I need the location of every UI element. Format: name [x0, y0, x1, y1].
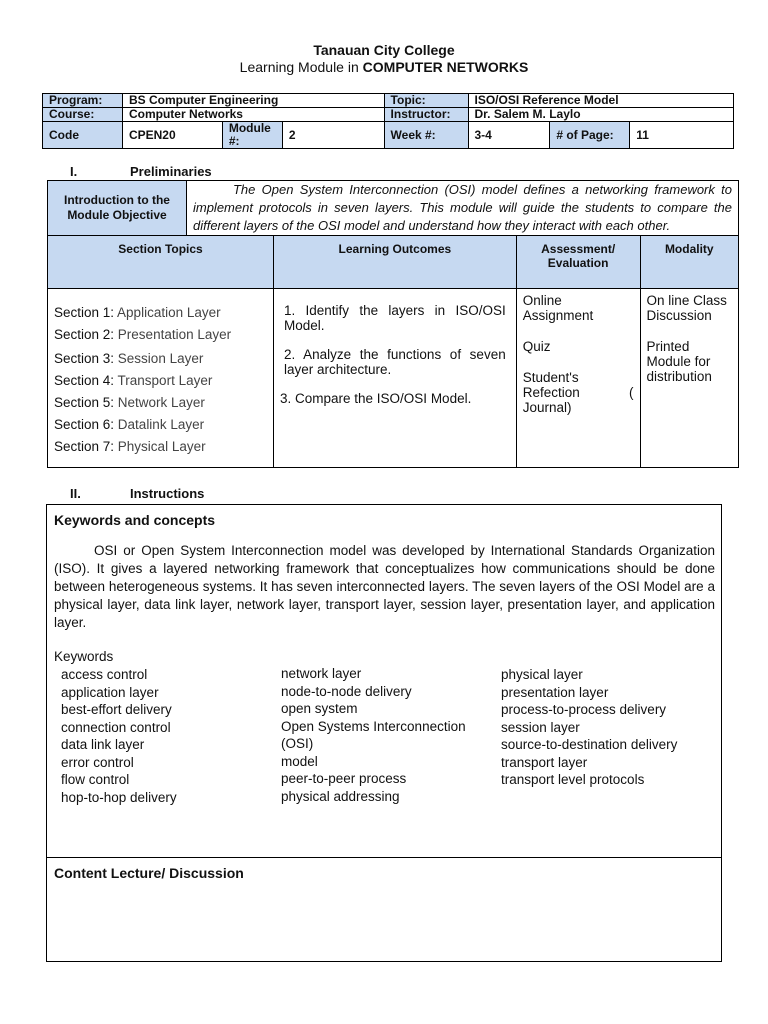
keywords-heading: Keywords and concepts	[54, 512, 216, 528]
keyword-item: node-to-node delivery	[281, 683, 412, 699]
topic-name: Application Layer	[117, 305, 221, 320]
keyword-item: connection control	[61, 719, 171, 735]
section-title: Instructions	[130, 486, 205, 501]
concepts-paragraph: OSI or Open System Interconnection model was developed by International Standards Organization (ISO). It gives a layered networking framework that conceptualizes how communications should be done between heterogeneous systems. It has seven interconnected layers. The seven layers of the OSI Model are a physical layer, data link layer, network layer, transport layer, session layer, presentation layer, and application layer.	[54, 543, 715, 630]
course-label: Course:	[43, 108, 123, 122]
outcome-item: 2. Analyze the functions of seven layer architecture.	[284, 347, 506, 377]
section-heading-instructions	[70, 486, 204, 501]
col-assessment: Assessment/ Evaluation	[516, 236, 640, 289]
topic-name: Transport Layer	[117, 373, 213, 388]
assessment-item: Online Assignment	[522, 293, 594, 323]
topic-item	[54, 303, 267, 322]
topic-name: Session Layer	[117, 351, 204, 366]
keyword-item: presentation layer	[501, 684, 609, 700]
topic-item	[54, 349, 267, 368]
outcome-item: 1. Identify the layers in ISO/OSI Model.	[284, 303, 506, 333]
topic-prefix: Section 2:	[54, 327, 118, 342]
topic-name: Presentation Layer	[117, 327, 232, 342]
instructor-label: Instructor:	[384, 108, 468, 122]
topic-name: Datalink Layer	[117, 417, 205, 432]
assessment-item: Quiz	[522, 339, 551, 354]
modality-item: Printed Module for distribution	[646, 339, 712, 384]
topic-name: Network Layer	[117, 395, 205, 410]
topic-item	[54, 437, 267, 456]
keyword-item: application layer	[61, 684, 159, 700]
topic-label: Topic:	[384, 94, 468, 108]
keyword-item: model	[281, 753, 318, 769]
instructions-box	[46, 504, 722, 962]
module-title	[0, 59, 768, 75]
course-info-table	[42, 93, 734, 149]
topic-item	[54, 325, 267, 344]
keywords-label: Keywords	[54, 649, 114, 664]
assessment-item: Student's Refection ( Journal)	[522, 370, 634, 415]
topic-prefix: Section 4:	[54, 373, 118, 388]
topic-item	[54, 415, 267, 434]
keyword-item: source-to-destination delivery	[501, 737, 678, 752]
college-title: Tanauan City College	[313, 42, 455, 58]
keywords-column-2	[281, 665, 466, 805]
topic-prefix: Section 1:	[54, 305, 118, 320]
keywords-column-3	[501, 666, 677, 789]
content-lecture-heading: Content Lecture/ Discussion	[54, 865, 244, 881]
keyword-item: peer-to-peer process	[281, 771, 407, 786]
keyword-item: physical addressing	[281, 788, 400, 804]
module-title-prefix: Learning Module in	[239, 59, 363, 75]
instructor-value: Dr. Salem M. Laylo	[468, 108, 734, 122]
section-title: Preliminaries	[130, 164, 212, 179]
keywords-column-1	[61, 666, 177, 806]
keyword-item: data link layer	[61, 737, 145, 752]
col-modality: Modality	[640, 236, 738, 289]
modality-cell	[640, 289, 738, 468]
topic-item	[54, 393, 267, 412]
topic-value: ISO/OSI Reference Model	[468, 94, 734, 108]
pages-label: # of Page:	[550, 122, 630, 149]
code-label: Code	[43, 122, 123, 149]
pages-value: 11	[630, 122, 734, 149]
col-section-topics: Section Topics	[48, 236, 274, 289]
week-value: 3-4	[468, 122, 550, 149]
topic-item	[54, 371, 267, 390]
topic-prefix: Section 6:	[54, 417, 118, 432]
module-subject: COMPUTER NETWORKS	[362, 59, 529, 75]
section-heading-preliminaries	[70, 164, 212, 179]
keyword-item: hop-to-hop delivery	[61, 789, 177, 805]
course-value: Computer Networks	[122, 108, 384, 122]
keyword-item: (OSI)	[281, 736, 314, 751]
topic-prefix: Section 5:	[54, 395, 118, 410]
keyword-item: Open Systems Interconnection	[281, 718, 466, 734]
keyword-item: open system	[281, 701, 358, 716]
keyword-item: best-effort delivery	[61, 702, 172, 717]
learning-outcomes-cell	[274, 289, 517, 468]
intro-objective-paragraph: The Open System Interconnection (OSI) model defines a networking framework to implement protocols in seven layers. This module will guide the students to compare the different layers of the OSI model and understand how they interact with each other.	[192, 182, 732, 233]
keyword-item: process-to-process delivery	[501, 702, 667, 717]
module-number-label: Module #:	[222, 122, 282, 149]
modality-item: On line Class Discussion	[646, 293, 727, 323]
topic-prefix: Section 3:	[54, 351, 118, 366]
keyword-item: error control	[61, 754, 134, 770]
preliminaries-table	[47, 180, 739, 468]
program-value: BS Computer Engineering	[122, 94, 384, 108]
code-value: CPEN20	[122, 122, 222, 149]
box-divider	[47, 857, 721, 858]
section-number: II.	[70, 486, 81, 501]
topic-prefix: Section 7:	[54, 439, 118, 454]
keyword-item: session layer	[501, 719, 580, 735]
assessment-cell	[516, 289, 640, 468]
outcome-item: 3. Compare the ISO/OSI Model.	[280, 391, 472, 406]
section-topics-cell	[48, 289, 274, 468]
section-number: I.	[70, 164, 78, 179]
keyword-item: network layer	[281, 666, 362, 681]
program-label: Program:	[43, 94, 123, 108]
module-number-value: 2	[282, 122, 384, 149]
keyword-item: physical layer	[501, 667, 583, 682]
week-label: Week #:	[384, 122, 468, 149]
col-learning-outcomes: Learning Outcomes	[274, 236, 517, 289]
keyword-item: transport layer	[501, 754, 588, 770]
keyword-item: access control	[61, 667, 148, 682]
intro-objective-text	[186, 181, 738, 236]
keyword-item: flow control	[61, 772, 130, 787]
topic-name: Physical Layer	[117, 439, 206, 454]
keyword-item: transport level protocols	[501, 772, 645, 787]
intro-objective-label: Introduction to the Module Objective	[48, 181, 187, 236]
